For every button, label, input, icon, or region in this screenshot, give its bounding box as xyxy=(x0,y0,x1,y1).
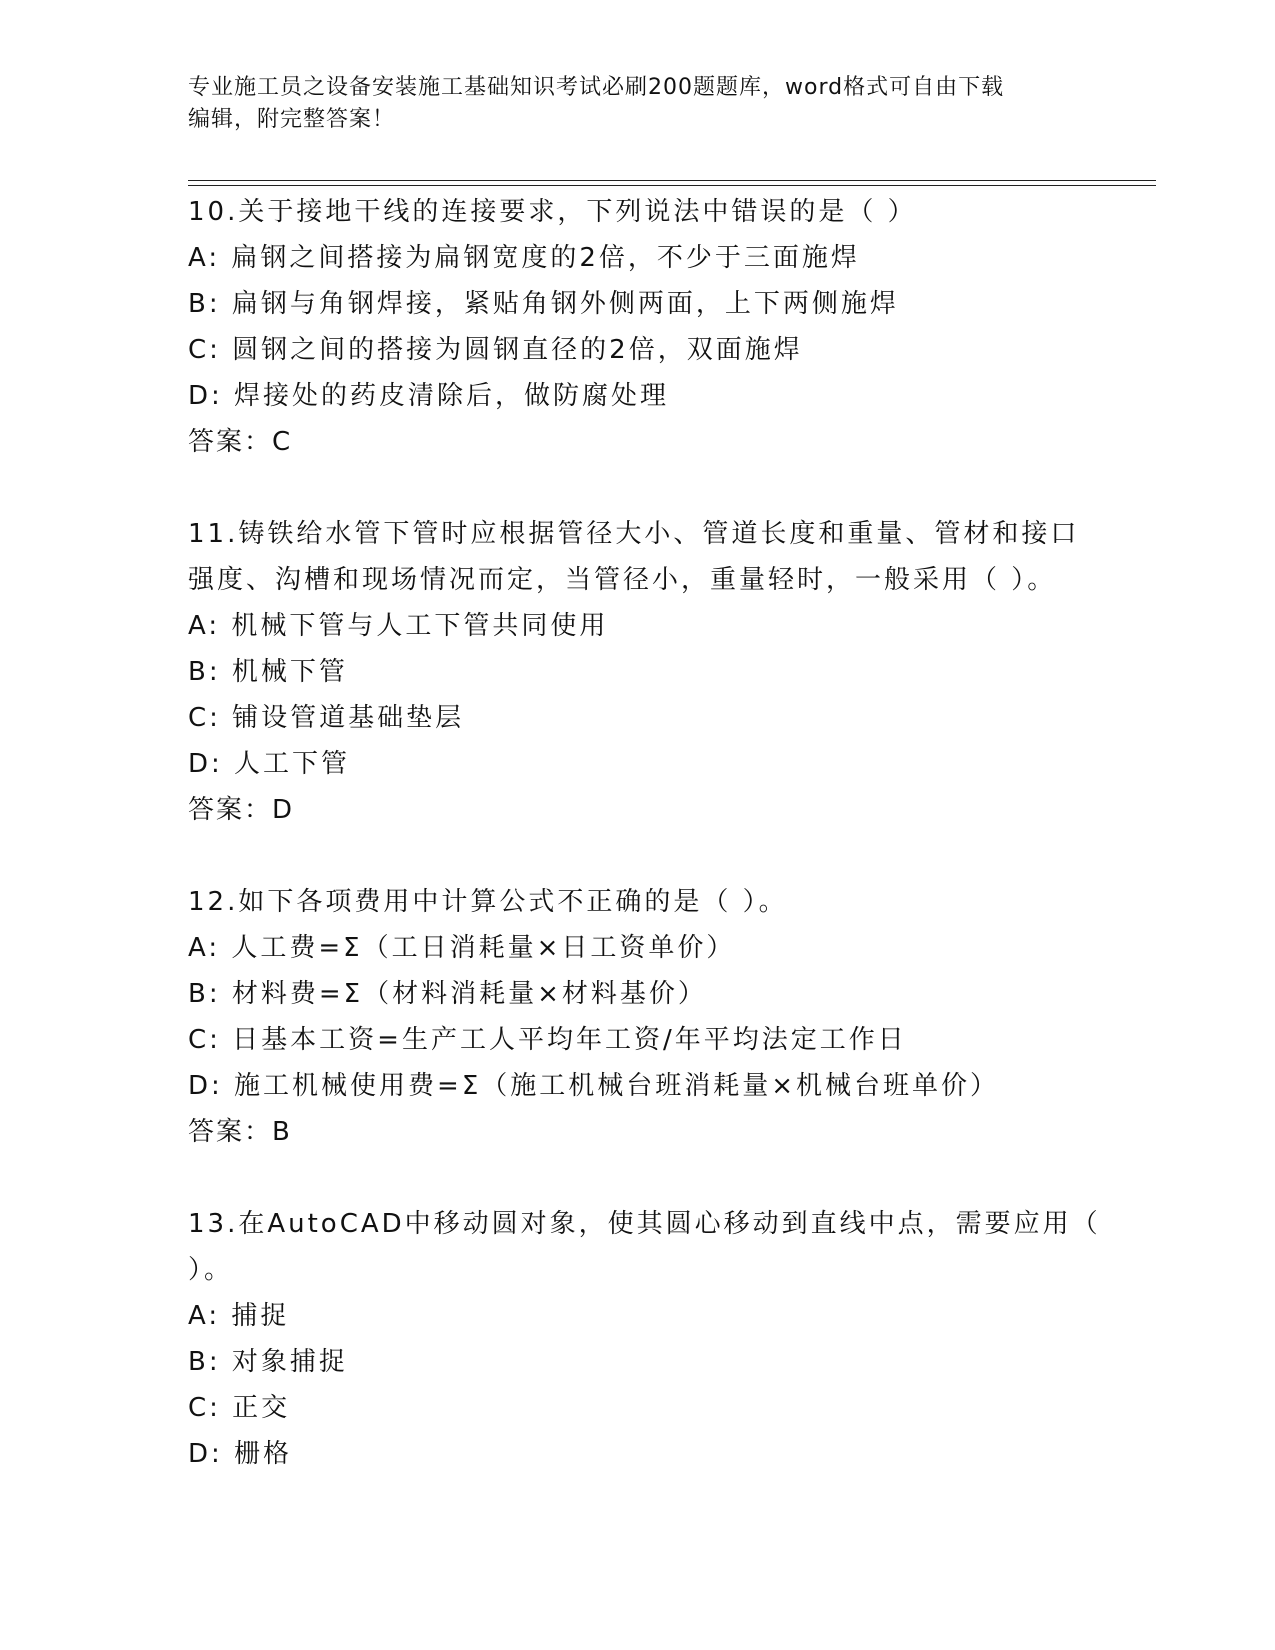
option-b: B: 机械下管 xyxy=(188,657,348,687)
option-c: C: 铺设管道基础垫层 xyxy=(188,703,465,733)
question-stem-line-1: 11.铸铁给水管下管时应根据管径大小、管道长度和重量、管材和接口 xyxy=(188,519,1080,549)
option-d: D: 施工机械使用费=Σ（施工机械台班消耗量×机械台班单价） xyxy=(188,1071,1000,1101)
option-c: C: 日基本工资=生产工人平均年工资/年平均法定工作日 xyxy=(188,1025,907,1055)
option-d: D: 栅格 xyxy=(188,1439,293,1469)
question-list xyxy=(188,189,1101,1477)
question-12 xyxy=(188,879,1088,1155)
option-d: D: 焊接处的药皮清除后，做防腐处理 xyxy=(188,381,670,411)
spacer xyxy=(188,1155,1088,1201)
spacer xyxy=(188,465,1088,511)
question-13 xyxy=(188,1201,1101,1477)
header-divider-bottom xyxy=(188,185,1156,186)
option-b: B: 扁钢与角钢焊接，紧贴角钢外侧两面，上下两侧施焊 xyxy=(188,289,899,319)
question-stem: 12.如下各项费用中计算公式不正确的是（ ）。 xyxy=(188,887,788,917)
answer: 答案：D xyxy=(188,795,295,825)
option-c: C: 正交 xyxy=(188,1393,291,1423)
question-11 xyxy=(188,511,1088,833)
question-stem: 10.关于接地干线的连接要求，下列说法中错误的是（ ） xyxy=(188,197,917,227)
option-a: A: 人工费=Σ（工日消耗量×日工资单价） xyxy=(188,933,736,963)
option-c: C: 圆钢之间的搭接为圆钢直径的2倍，双面施焊 xyxy=(188,335,803,365)
question-stem-line-2: ）。 xyxy=(188,1255,234,1285)
option-a: A: 扁钢之间搭接为扁钢宽度的2倍，不少于三面施焊 xyxy=(188,243,860,273)
question-stem-line-1: 13.在AutoCAD中移动圆对象，使其圆心移动到直线中点，需要应用（ xyxy=(188,1209,1101,1239)
option-b: B: 对象捕捉 xyxy=(188,1347,348,1377)
header-divider-top xyxy=(188,180,1156,181)
question-stem-line-2: 强度、沟槽和现场情况而定，当管径小，重量轻时，一般采用（ ）。 xyxy=(188,565,1057,595)
option-a: A: 捕捉 xyxy=(188,1301,290,1331)
header-title-line-2: 编辑，附完整答案！ xyxy=(188,107,396,132)
option-a: A: 机械下管与人工下管共同使用 xyxy=(188,611,609,641)
option-d: D: 人工下管 xyxy=(188,749,351,779)
answer: 答案：B xyxy=(188,1117,292,1147)
document-header xyxy=(188,72,1068,136)
header-title-line-1: 专业施工员之设备安装施工基础知识考试必刷200题题库，word格式可自由下载 xyxy=(188,75,1005,100)
question-10 xyxy=(188,189,1088,465)
spacer xyxy=(188,833,1088,879)
option-b: B: 材料费=Σ（材料消耗量×材料基价） xyxy=(188,979,707,1009)
answer: 答案：C xyxy=(188,427,293,457)
